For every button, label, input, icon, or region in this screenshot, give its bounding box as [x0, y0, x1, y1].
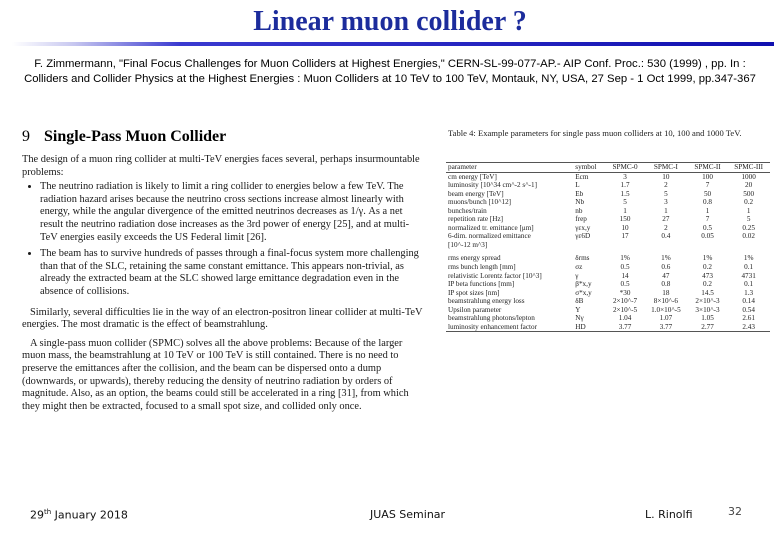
table-cell: Nb	[575, 198, 585, 207]
table-cell: 0.2	[703, 280, 713, 289]
table-row	[446, 181, 770, 190]
col-header: parameter	[446, 163, 573, 173]
table-cell: [10^-12 m^3]	[448, 240, 488, 249]
table-cell: 1.05	[701, 314, 714, 323]
section-number: 9	[22, 128, 30, 145]
table-cell: 3	[664, 198, 668, 207]
table-row	[446, 232, 770, 241]
table-row	[446, 306, 770, 315]
table-cell: 1.07	[659, 314, 673, 323]
section-title: Single-Pass Muon Collider	[44, 128, 227, 145]
footer-date-suffix: th	[44, 508, 52, 516]
table-cell: 0.2	[703, 263, 713, 272]
table-cell: Upsilon parameter	[448, 305, 502, 314]
table-cell: normalized tr. emittance [μm]	[448, 223, 534, 232]
footer-date-day: 29	[30, 508, 44, 522]
table-cell: 1%	[620, 254, 630, 263]
col-header: SPMC-I	[644, 163, 688, 173]
footer-author: L. Rinolfi	[645, 508, 693, 521]
table-cell: 0.8	[703, 198, 713, 207]
table-cell: 3×10^-3	[695, 305, 720, 314]
problem-list	[22, 181, 426, 298]
table-cell: 1	[623, 206, 627, 215]
table-cell: frep	[575, 215, 587, 224]
table-cell: 0.5	[620, 263, 630, 272]
table-cell: IP beta functions [mm]	[448, 280, 515, 289]
table-cell	[727, 241, 770, 250]
table-row	[446, 263, 770, 272]
table-cell: 1.3	[744, 288, 754, 297]
table-cell: σ*x,y	[575, 288, 592, 297]
table-cell	[688, 241, 728, 250]
table-cell: 0.1	[744, 263, 754, 272]
table-cell: 473	[702, 271, 713, 280]
table-cell: β*x,y	[575, 280, 592, 289]
table-cell: beamstrahlung photons/lepton	[448, 314, 535, 323]
title-underline	[12, 42, 774, 46]
table-cell: cm energy [TeV]	[448, 172, 497, 181]
table-cell: 27	[662, 215, 670, 224]
footer-date-rest: January 2018	[51, 508, 128, 522]
table-cell: luminosity [10^34 cm^-2 s^-1]	[448, 181, 537, 190]
table-cell: IP spot sizes [nm]	[448, 288, 500, 297]
table-cell: repetition rate [Hz]	[448, 215, 504, 224]
col-header: SPMC-0	[606, 163, 644, 173]
footer-seminar: JUAS Seminar	[370, 508, 446, 521]
table-cell: 4731	[741, 271, 756, 280]
table-cell: 1.04	[618, 314, 632, 323]
table-cell: 0.5	[620, 280, 630, 289]
table-cell	[644, 241, 688, 250]
table-cell: 1.5	[620, 189, 630, 198]
table-cell: 14.5	[701, 288, 714, 297]
parameter-table	[446, 162, 770, 332]
table-cell: 2×10^-3	[695, 297, 720, 306]
table-cell: 2	[664, 181, 668, 190]
table-cell: 1000	[741, 172, 756, 181]
table-row	[446, 280, 770, 289]
table-row	[446, 224, 770, 233]
page-number: 32	[728, 505, 742, 518]
table-cell: 1.7	[620, 181, 630, 190]
table-row	[446, 198, 770, 207]
paragraph-linear-collider: Similarly, several difficulties lie in the way of an electron-positron linear collider at multi-TeV energies. The most dramatic is the effect of beamstrahlung.	[22, 306, 423, 331]
table-cell: 1	[664, 206, 668, 215]
table-row	[446, 172, 770, 181]
table-row	[446, 323, 770, 332]
table-cell: 5	[746, 215, 751, 224]
table-header-row	[446, 163, 770, 173]
paragraph-spmc: A single-pass muon collider (SPMC) solves all the above problems: Because of the larger muon mass, the beamstrahlung at 10 TeV or 100 TeV is still contained. There is no need to preserve the emittances after the collision, and the beam can be dispersed onto a dump (downwards, or upwards), thereby reducing the density of neutrino radiation by orders of magnitude. Also, as an option, the beams could still be accelerated in a ring [31], from which they might then be extracted, focused to a small spot size, and collided only once.	[22, 337, 409, 412]
slide-title: Linear muon collider ?	[253, 6, 527, 37]
table-row	[446, 249, 770, 263]
table-cell: 3.77	[606, 323, 644, 332]
table-cell: Eb	[575, 189, 584, 198]
table-cell: 7	[705, 181, 710, 190]
table-cell: 10	[621, 223, 629, 232]
problem-bullet-2: • The beam has to survive hundreds of passes through a final-focus system more challenging than that of the SLC, retaining the same constant emittance. This appears non-trivial, as already the extracted beam at the SLC showed large emittance degradation even in the absence of collisions.	[40, 248, 426, 298]
table-cell: 5	[664, 189, 668, 198]
table-cell: 0.4	[661, 232, 671, 241]
table-cell: 2.43	[727, 323, 770, 332]
table-cell: 2×10^-7	[612, 297, 638, 306]
table-cell: 2	[664, 223, 668, 232]
table-cell: 8×10^-6	[653, 297, 678, 306]
table-cell: 17	[621, 232, 629, 241]
table-cell: 1.0×10^-5	[651, 305, 681, 314]
paper-left-column	[22, 154, 426, 413]
table-cell: rms bunch length [mm]	[448, 263, 516, 272]
table-cell: 47	[662, 271, 670, 280]
table-cell: beam energy [TeV]	[448, 189, 504, 198]
table-row	[446, 241, 770, 250]
table-cell: Ecm	[575, 172, 589, 181]
table-cell: 0.54	[742, 305, 755, 314]
table-cell: 20	[745, 181, 753, 190]
table-cell: 1	[705, 206, 710, 215]
table-cell: 0.02	[742, 232, 755, 241]
table-cell: 0.25	[742, 223, 755, 232]
problem-bullet-1: • The neutrino radiation is likely to limit a ring collider to energies below a few TeV. The radiation hazard arises because the neutrino cross sections increase almost linearly with energy, while the angular divergence of the emitted neutrinos decreases as 1/γ. As a net result the neutrino radiation dose increases as the 3rd power of energy [25], and at multi-TeV energies easily exceeds the US Federal limit [26].	[40, 181, 426, 244]
citation-text: F. Zimmermann, "Final Focus Challenges for Muon Colliders at Highest Energies," CERN-SL-99-077-AP.- AIP Conf. Proc.: 530 (1999) , pp. In : Colliders and Collider Physics at the Highest Energies : Muon Colliders at 10 TeV to 100 TeV, Montauk, NY, USA, 27 Sep - 1 Oct 1999, pp.347-367	[24, 58, 756, 85]
table-cell: γ	[575, 271, 579, 280]
table-cell: δB	[575, 297, 584, 306]
table-cell: 0.2	[744, 198, 754, 207]
table-cell: bunches/train	[448, 206, 487, 215]
table-cell: 2.77	[688, 323, 728, 332]
table-cell: 1%	[661, 254, 671, 263]
table-cell	[573, 241, 606, 250]
table-cell: δrms	[575, 254, 590, 263]
table-row	[446, 190, 770, 199]
table-cell: 5	[623, 198, 627, 207]
table-row	[446, 207, 770, 216]
table-cell: 500	[743, 189, 755, 198]
paper-excerpt	[14, 124, 766, 498]
table-cell: 0.8	[661, 280, 671, 289]
table-row	[446, 272, 770, 281]
table-cell: relativistic Lorentz factor [10^3]	[448, 271, 542, 280]
footer-date	[30, 508, 128, 522]
table-cell: 3	[623, 172, 627, 181]
table-cell: 1%	[743, 254, 754, 263]
table-cell: 2.61	[742, 314, 755, 323]
table-cell: γεx,y	[575, 223, 591, 232]
table-cell: *30	[619, 288, 631, 297]
table-cell: 0.5	[703, 223, 713, 232]
section-heading	[22, 128, 226, 146]
table-caption: Table 4: Example parameters for single pass muon colliders at 10, 100 and 1000 TeV.	[448, 128, 742, 138]
table-cell: 6-dim. normalized emittance	[448, 232, 531, 241]
table-cell: 1	[746, 206, 751, 215]
table-row	[446, 297, 770, 306]
table-cell: 2×10^-5	[612, 305, 638, 314]
intro-paragraph: The design of a muon ring collider at multi-TeV energies faces several, perhaps insurmountable problems:	[22, 154, 420, 178]
table-cell: 10	[662, 172, 670, 181]
table-cell: σz	[575, 263, 583, 272]
col-header: SPMC-II	[688, 163, 728, 173]
table-cell: luminosity enhancement factor	[446, 323, 573, 332]
table-cell: γε6D	[575, 232, 591, 241]
table-cell: 50	[703, 189, 712, 198]
table-row	[446, 289, 770, 298]
table-cell: 0.6	[661, 263, 671, 272]
table-cell: 0.1	[744, 280, 754, 289]
table-cell: 14	[621, 271, 629, 280]
table-cell: 3.77	[644, 323, 688, 332]
table-cell: rms energy spread	[448, 254, 501, 263]
col-header: symbol	[573, 163, 606, 173]
table-cell: 18	[662, 288, 670, 297]
table-body	[446, 172, 770, 332]
table-row	[446, 314, 770, 323]
table-cell: 1%	[702, 254, 713, 263]
table-cell: L	[575, 181, 580, 190]
table-cell	[606, 241, 644, 250]
table-cell: 150	[619, 215, 631, 224]
table-cell: Υ	[575, 305, 581, 314]
table-cell: HD	[573, 323, 606, 332]
table-cell: muons/bunch [10^12]	[448, 198, 512, 207]
table-cell: nb	[575, 206, 583, 215]
table-cell: Nγ	[575, 314, 584, 323]
col-header: SPMC-III	[727, 163, 770, 173]
table-row	[446, 215, 770, 224]
table-cell: 0.05	[701, 232, 714, 241]
table-cell: beamstrahlung energy loss	[448, 297, 525, 306]
table-cell: 0.14	[742, 297, 755, 306]
table-cell: 7	[705, 215, 710, 224]
table-cell: 100	[702, 172, 713, 181]
